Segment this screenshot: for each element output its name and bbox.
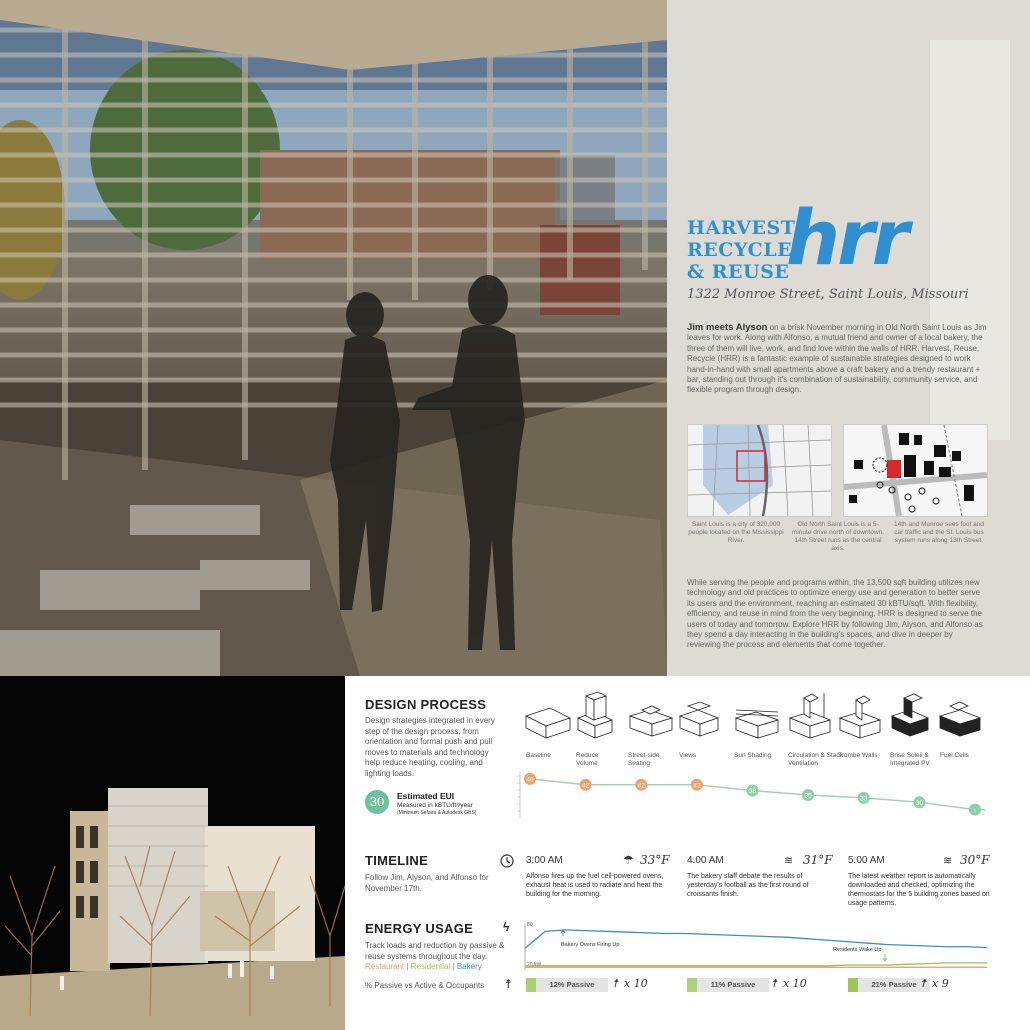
site-map-neighborhood <box>843 424 988 517</box>
eui-point-label: 33 <box>860 795 868 803</box>
massing-icon-reduce-volume <box>578 692 612 738</box>
stage-label-sun-shading: Sun Shading <box>734 752 772 759</box>
timeline-time-1: 3:00 AM <box>526 855 563 866</box>
wind-icon: ≋ <box>784 855 794 867</box>
eui-reduction-chart <box>515 770 990 820</box>
rain-icon: ☂ <box>623 853 634 867</box>
legend-residential: Residential <box>410 962 451 971</box>
city-map-graphic <box>688 425 831 516</box>
wind-icon: ≋ <box>943 855 953 867</box>
energy-ytick-min: 20 kW <box>527 962 542 968</box>
passive-label: % Passive vs Active & Occupants <box>365 981 485 990</box>
stage-label-fuel-cells: Fuel Cells <box>940 752 969 759</box>
eui-point-label: 35 <box>804 792 812 800</box>
person-icon: ☨ <box>612 977 618 990</box>
massing-icon-baseline <box>526 708 570 738</box>
energy-usage-chart <box>515 918 990 974</box>
massing-icon-stack-ventilation <box>790 693 830 738</box>
eui-point-label: 38 <box>748 788 757 796</box>
lightning-icon: ϟ <box>503 920 510 934</box>
annotation-residents: Residents Wake Up <box>833 947 882 953</box>
energy-heading: ENERGY USAGE <box>365 921 474 936</box>
stage-label-stack-ventilation: Circulation & Stack Ventilation <box>788 752 843 767</box>
map-caption-2: Old North Saint Louis is a 5-minute drive north of downtown. 14th Street runs as the central axis. <box>791 521 885 552</box>
intro-lead: Jim meets Alyson <box>687 322 768 333</box>
title-line-1: HARVEST <box>687 217 796 239</box>
timeline-temp-1: 33°F <box>640 853 670 867</box>
occupants-1: x 10 <box>624 977 648 990</box>
model-photo <box>0 676 345 1030</box>
passive-label-3: 21% Passive <box>858 978 930 992</box>
map-caption-3: 14th and Monroe sees foot and car traffic and the St. Louis bus system runs along 13th Street. <box>894 521 984 544</box>
massing-icon-fuel-cells <box>940 702 980 736</box>
timeline-text-1: Alfonso fires up the fuel cell-powered ovens, exhaust heat is used to radiate and heat the building for the morning. <box>526 873 664 898</box>
eui-point-label: 42 <box>582 782 590 790</box>
passive-fill-3 <box>848 978 858 992</box>
timeline-description: Follow Jim, Alyson, and Alfonso for November 17th. <box>365 873 489 893</box>
stage-label-reduce-volume: Reduce Volume <box>576 752 599 767</box>
massing-icon-sun-shading <box>736 710 778 738</box>
timeline-temp-3: 30°F <box>960 853 990 867</box>
eui-point-label: ↓ <box>973 807 977 815</box>
stage-label-street-seating: Street-side Seating <box>628 752 660 767</box>
energy-legend <box>365 962 482 971</box>
stage-label-views: Views <box>679 752 697 759</box>
massing-icon-views <box>680 702 718 736</box>
occupants-3: x 9 <box>932 977 949 990</box>
massing-diagrams <box>520 688 990 748</box>
person-icon: ☨ <box>771 977 777 990</box>
eui-value: 30 <box>369 794 385 809</box>
intro-paragraph <box>687 323 987 396</box>
stage-label-baseline: Baseline <box>526 752 551 759</box>
massing-icon-street-seating <box>630 706 672 736</box>
massing-icon-trombe-walls <box>840 696 880 738</box>
annotation-arrow-residents <box>883 954 887 961</box>
clock-icon <box>500 854 514 868</box>
legend-separator: | <box>452 962 455 971</box>
eui-point-label: 42 <box>693 782 701 790</box>
timeline-time-3: 5:00 AM <box>848 855 885 866</box>
massing-icon-brise-soleil <box>892 694 928 736</box>
energy-description: Track loads and reduction by passive & reuse systems throughout the day. <box>365 941 505 961</box>
person-icon: ☨ <box>920 977 926 990</box>
energy-ytick-max: 80 <box>527 922 533 928</box>
site-map-city <box>687 424 832 517</box>
eui-units: Measured in kBTU/ft²/year <box>397 802 473 809</box>
legend-bakery: Bakery <box>456 962 482 971</box>
legend-restaurant: Restaurant <box>365 962 405 971</box>
annotation-ovens: Bakery Ovens Firing Up <box>561 942 620 948</box>
passive-label-1: 12% Passive <box>536 978 608 992</box>
stage-label-brise-soleil: Brise Soleil & Integrated PV <box>890 752 930 767</box>
model-photo-illustration <box>0 676 345 1030</box>
design-process-description: Design strategies integrated in every step of the design process, from orientation and formal push and pull moves to materials and technology help reduce heating, cooling, and lighting loads. <box>365 716 495 778</box>
timeline-time-2: 4:00 AM <box>687 855 724 866</box>
project-address: 1322 Monroe Street, Saint Louis, Missouri <box>687 287 969 302</box>
map-caption-1: Saint Louis is a city of 320,000 people located on the Mississippi River. <box>688 521 784 544</box>
passive-fill-1 <box>526 978 536 992</box>
eui-point-label: 46 <box>526 776 534 784</box>
eui-point-label: 30 <box>915 799 923 807</box>
passive-fill-2 <box>687 978 697 992</box>
legend-separator: | <box>406 962 409 971</box>
intro-text: on a brisk November morning in Old North Saint Louis as Jim leaves for work. Along with Alfonso, a mutual friend and owner of a local bakery, the three of them will live, work, and find love within the walls of HRR. Harvest, Reuse, Recycle (HRR) is a fantastic example of sustainable strategies designed to work hand-in-hand with small apartments above a craft bakery and a trendy restaurant + bar, standing out through it's combination of sustainability, community service, and flexible program through design. <box>687 323 987 395</box>
design-process-heading: DESIGN PROCESS <box>365 697 487 712</box>
eui-badge <box>365 790 389 814</box>
passive-label-2: 11% Passive <box>697 978 769 992</box>
timeline-text-3: The latest weather report is automatically downloaded and checked, optimizing the thermostats for the 5 building zones based on usage patterns. <box>848 873 990 907</box>
eui-note: (Minimum Sefaira & Autodesk GBS) <box>397 810 477 816</box>
neighborhood-map-graphic <box>844 425 987 516</box>
title-line-3: & REUSE <box>687 261 790 283</box>
eui-title: Estimated EUI <box>397 791 455 801</box>
eui-point-label: 42 <box>637 782 645 790</box>
outro-paragraph: While serving the people and programs within, the 13,500 sqft building utilizes new technology and old practices to optimize energy use and generation to better serve its users and the environment, reaching an estimated 30 kBTU/sqft. With flexibility, efficiency, and reuse in mind from the very beginning, HRR is designed to serve the users of today and tomorrow. Explore HRR by following Jim, Alyson, and Alfonso as they spend a day interacting in the building's spaces, and dive in deeper by reviewing the process and elements that come together. <box>687 578 983 650</box>
timeline-text-2: The bakery staff debate the results of yesterday's football as the first round of croissants finish. <box>687 873 809 898</box>
hrr-logo: hrr <box>786 193 907 282</box>
timeline-heading: TIMELINE <box>365 853 429 868</box>
energy-series-line <box>525 963 987 966</box>
person-icon: ☨ <box>505 977 512 991</box>
occupants-2: x 10 <box>783 977 807 990</box>
title-line-2: RECYCLE <box>687 239 793 261</box>
stage-label-trombe-walls: Trombe Walls <box>838 752 878 759</box>
timeline-temp-2: 31°F <box>803 853 833 867</box>
